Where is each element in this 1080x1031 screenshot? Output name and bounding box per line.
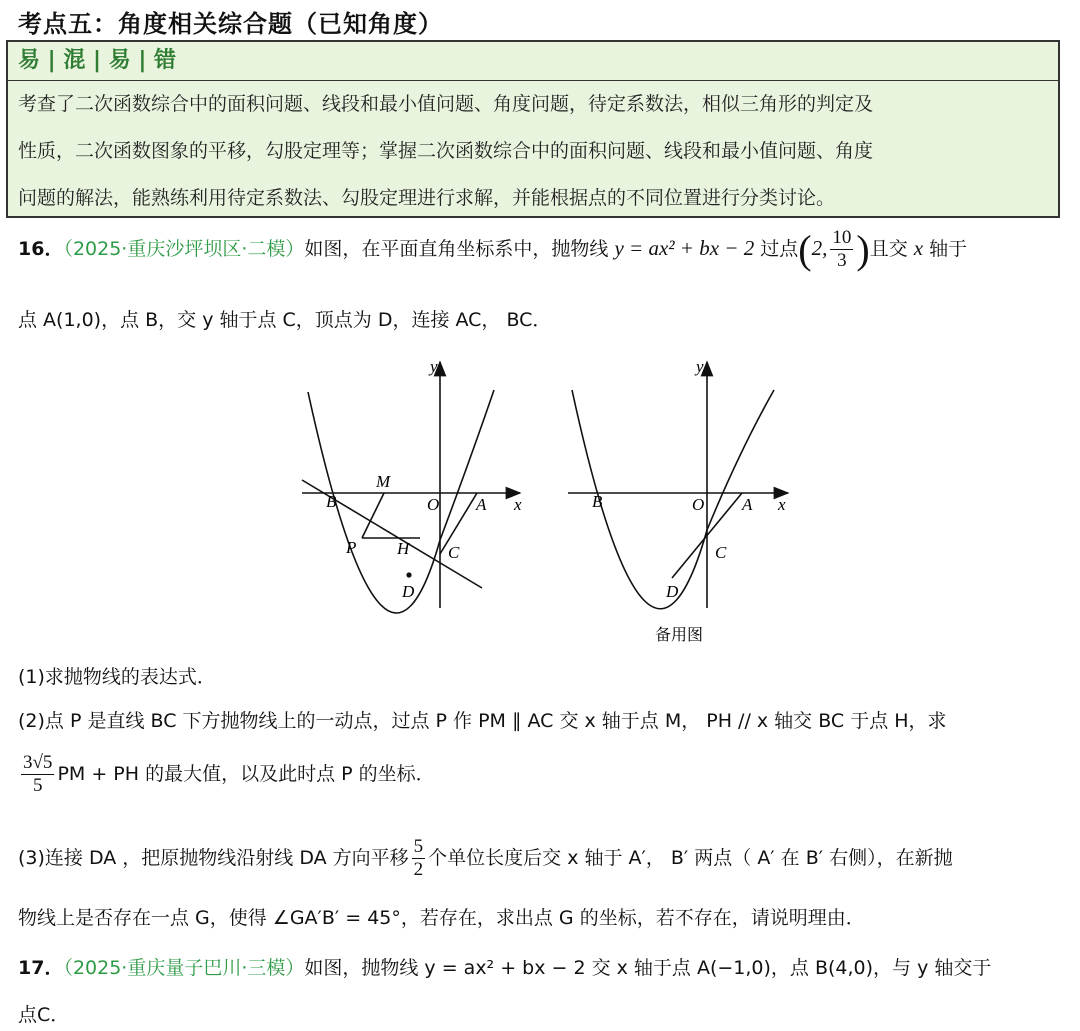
q16-text: 过点 — [760, 238, 799, 260]
point-label: C — [715, 543, 727, 562]
tip-line: 问题的解法，能熟练利用待定系数法、勾股定理进行求解，并能根据点的不同位置进行分类讨论。 — [18, 187, 836, 209]
point-label: A — [742, 495, 753, 514]
q16-part3-cont: 物线上是否存在一点 G，使得 ∠GA′B′ = 45°，若存在，求出点 G 的坐标，若不存在，请说明理由． — [18, 907, 865, 929]
figure-caption: 备用图 — [655, 625, 704, 644]
tip-box-body — [8, 81, 1058, 222]
q17-line1 — [18, 953, 991, 980]
q17-line2: 点C． — [18, 1004, 70, 1026]
point-label: D — [666, 582, 679, 601]
q17-text: 如图，抛物线 y = ax² + bx − 2 交 x 轴于点 A(−1,0)，点 B(4,0)，与 y 轴交于 — [304, 957, 992, 979]
q16-part1: (1)求抛物线的表达式． — [18, 666, 216, 688]
point-label: O — [692, 495, 705, 514]
q16-line2: 点 A(1,0)，点 B，交 y 轴于点 C，顶点为 D，连接 AC， BC． — [18, 309, 552, 331]
q17-number: 17． — [18, 957, 64, 979]
q16-source: （2025·重庆沙坪坝区·二模） — [63, 238, 305, 260]
tip-box-header: 易 | 混 | 易 | 错 — [8, 42, 1058, 81]
point-label: B — [592, 492, 603, 511]
point-label: M — [376, 472, 391, 491]
point-label: A — [476, 495, 487, 514]
point-label: P — [346, 538, 357, 557]
q16-point-fraction: $\frac{10}{3}$ — [832, 227, 852, 271]
q16-part3: (3)连接 DA ，把原抛物线沿射线 DA 方向平移 $\frac{5}{2}$ 个单位长度后交 x 轴于 A′， B′ 两点（ A′ 在 B′ 右侧），在新抛 — [18, 836, 953, 880]
vertex-dot — [406, 572, 411, 577]
tip-line: 考查了二次函数综合中的面积问题、线段和最小值问题、角度问题，待定系数法，相似三角形的判定及 — [18, 93, 874, 115]
q16-part2-fraction: $\frac{3√5}{5}$ — [23, 752, 53, 796]
tip-line: 性质，二次函数图象的平移，勾股定理等；掌握二次函数综合中的面积问题、线段和最小值问题、角度 — [18, 140, 874, 162]
tip-box — [6, 40, 1060, 218]
q16-point-x: 2, — [811, 236, 828, 260]
point-label: C — [448, 543, 460, 562]
axis-label: y — [430, 357, 438, 376]
q16-part3-fraction: $\frac{5}{2}$ — [413, 836, 424, 880]
backup-figure — [568, 362, 788, 609]
axis-label: y — [696, 357, 704, 376]
axis-label: x — [778, 495, 786, 514]
q16-text: 轴于 — [929, 238, 968, 260]
point-label: B — [326, 492, 337, 511]
axis-label: x — [514, 495, 522, 514]
point-label: H — [397, 539, 410, 558]
q17-source: （2025·重庆量子巴川·三模） — [63, 957, 305, 979]
q16-figure — [280, 350, 820, 650]
section-title: 考点五：角度相关综合题（已知角度） — [18, 10, 443, 38]
q16-line1: 16．（2025·重庆沙坪坝区·二模）如图，在平面直角坐标系中，抛物线 y = ax² + bx − 2 过点(2, $\frac{10}{3}$ )且交 x 轴于 — [18, 227, 968, 272]
q16-number: 16． — [18, 238, 64, 260]
q16-text: 如图，在平面直角坐标系中，抛物线 — [304, 238, 609, 260]
point-label: O — [427, 495, 440, 514]
q16-text: 且交 — [869, 238, 908, 260]
q16-part2-cont: $\frac{3√5}{5}$ PM + PH 的最大值，以及此时点 P 的坐标． — [23, 752, 435, 796]
q16-part2: (2)点 P 是直线 BC 下方抛物线上的一动点，过点 P 作 PM ∥ AC 交 x 轴于点 M， PH // x 轴交 BC 于点 H，求 — [18, 710, 947, 732]
point-label: D — [402, 582, 415, 601]
q16-equation: y = ax² + bx − 2 — [614, 236, 755, 260]
